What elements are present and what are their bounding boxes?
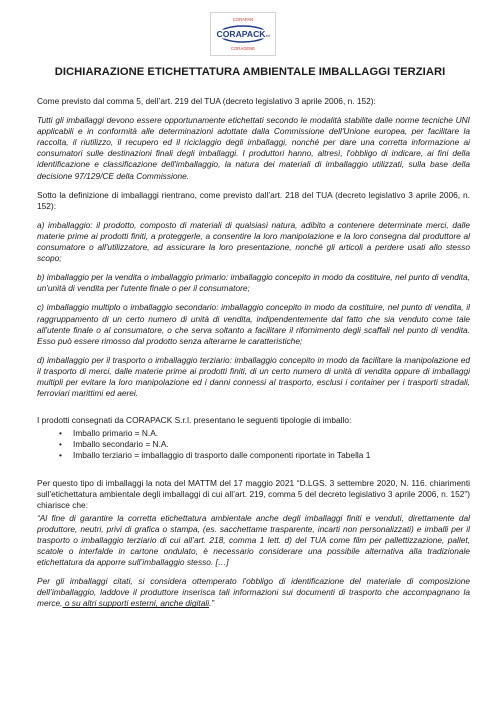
quote2-main: Per gli imballaggi citati, si considera ottemperato l’obbligo di identificazione del materiale di composizione dell’imballaggio, laddove il produttore inserisca tali informazioni sui documenti di trasporto che accompagnano la merce, — [37, 576, 470, 609]
quoted-paragraph-2 — [37, 576, 470, 609]
definitions-intro-paragraph: Sotto la definizione di imballaggi rientrano, come previsto dall’art. 218 del TUA (decreto legislativo 3 aprile 2006, n. 152): — [37, 189, 470, 211]
quote2-end: .” — [209, 598, 215, 609]
definition-d: d) imballaggio per il trasporto o imballaggio terziario: imballaggio concepito in modo da facilitare la manipolazione ed il trasporto di merci, dalle materie prime ai prodotti finiti, di un certo numero di unità di vendita oppure di imballaggi multipli per evitare la loro manipolazione ed i danni connessi al trasporto, esclusi i container per i trasporti stradali, ferroviari marittimi ed aerei. — [37, 354, 470, 399]
packaging-types-intro: I prodotti consegnati da CORAPACK S.r.l. presentano le seguenti tipologie di imballo: — [37, 415, 352, 426]
corapack-logo — [210, 12, 276, 56]
document-title: DICHIARAZIONE ETICHETTATURA AMBIENTALE IMBALLAGGI TERZIARI — [54, 66, 446, 78]
packaging-types-list — [37, 428, 470, 461]
intro-paragraph: Come previsto dal comma 5, dell’art. 219 del TUA (decreto legislativo 3 aprile 2006, n. 152): — [37, 96, 376, 106]
document-body — [37, 96, 470, 618]
mattm-note-paragraph: Per questo tipo di imballaggi la nota del MATTM del 17 maggio 2021 “D.LGS. 3 settembre 2020, N. 116. chiarimenti sull'etichettatura ambientale degli imballaggi di cui all’art. 219, comma 5 del decreto legislativo 3 aprile 2006, n. 152”) chiarisce che: — [37, 477, 470, 510]
list-item: • Imballo secondario = N.A. — [73, 439, 470, 450]
definition-c: c) imballaggio multiplo o imballaggio secondario: imballaggio concepito in modo da costituire, nel punto di vendita, il raggruppamento di un certo numero di unità di vendita, indipendentemente dal fatto che sia venduto come tale all'utente finale o al consumatore, o che serva soltanto a facilitare il rifornimento degli scaffali nel punto di vendita. Esso può essere rimosso dal prodotto senza alterarne le caratteristiche; — [37, 302, 470, 346]
definition-b: b) imballaggio per la vendita o imballaggio primario: imballaggio concepito in modo da costituire, nel punto di vendita, un'unità di vendita per l'utente finale o per il consumatore; — [37, 272, 470, 294]
definition-a: a) imballaggio: il prodotto, composto di materiali di qualsiasi natura, adibito a contenere determinate merci, dalle materie prime ai prodotti finiti, a proteggerle, a consentire la loro manipolazione e la loro consegna dal produttore al consumatore o all'utilizzatore, ad assicurare la loro presentazione, nonché gli articoli a perdere usati allo stesso scopo; — [37, 219, 470, 264]
logo-main-text: CORAPACK — [216, 29, 266, 39]
logo-top-text: CORAPAN — [232, 17, 254, 22]
labelling-requirement-paragraph: Tutti gli imballaggi devono essere opportunamente etichettati secondo le modalità stabilite dalle norme tecniche UNI applicabili e in conformità alle determinazioni adottate dalla Commissione dell'Unione europea, per facilitare la raccolta, il riutilizzo, il recupero ed il riciclaggio degli imballaggi, nonché per dare una corretta informazione ai consumatori sulle destinazioni finali degli imballaggi. I produttori hanno, altresì, l'obbligo di indicare, ai fini della identificazione e classificazione dell'imballaggio, la natura dei materiali di imballaggio utilizzati, sulla base della decisione 97/129/CE della Commissione. — [37, 115, 470, 181]
logo-graphic — [210, 12, 276, 56]
logo-sub-text: srl — [266, 34, 270, 38]
quoted-paragraph-1: “Al fine di garantire la corretta etichettatura ambientale anche degli imballaggi finiti e venduti, direttamente dal produttore, neutri, privi di grafica o stampa, (es. sacchettame trasparente, incarti non personalizzati) e imballi per il trasporto o imballaggio terziario di cui all’art. 218, comma 1 lett. d) del TUA come film per pallettizzazione, pallet, scatole o interfalde in cartone ondulato, è necessario considerare una possibile alternativa alla tradizionale etichettatura da apporre sull’imballaggio stesso. […] — [37, 512, 470, 568]
quote2-underlined: o su altri supporti esterni, anche digitali — [62, 598, 210, 609]
list-item: • Imballo primario = N.A. — [73, 428, 470, 439]
list-item: • Imballo terziario = imballaggio di trasporto dalle componenti riportate in Tabella 1 — [73, 450, 470, 461]
logo-bottom-text: CORAGENE — [231, 46, 255, 51]
